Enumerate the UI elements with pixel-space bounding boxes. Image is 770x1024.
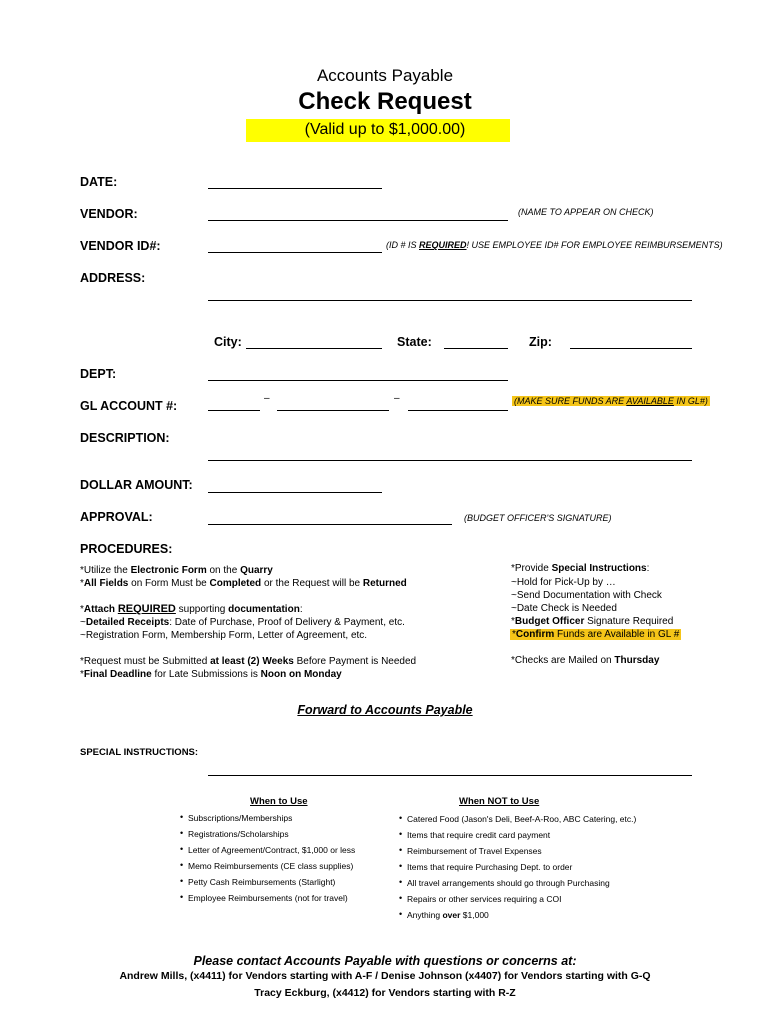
list-item: • Petty Cash Reimbursements (Starlight)	[188, 877, 335, 887]
header-subtitle: Accounts Payable	[316, 66, 454, 85]
procedure-right-3: ~Send Documentation with Check	[511, 590, 662, 601]
list-item: • Items that require Purchasing Dept. to order	[407, 862, 572, 872]
list-item: • All travel arrangements should go through Purchasing	[407, 878, 610, 888]
special-instructions-label: SPECIAL INSTRUCTIONS:	[80, 747, 199, 758]
city-field[interactable]	[246, 348, 382, 349]
list-item: • Memo Reimbursements (CE class supplies)	[188, 861, 353, 871]
dept-label: DEPT:	[80, 367, 117, 381]
approval-field[interactable]	[208, 524, 452, 525]
limit-text: (Valid up to $1,000.00)	[304, 121, 466, 138]
procedure-left-5: ~Registration Form, Membership Form, Letter of Agreement, etc.	[80, 630, 368, 641]
vendor-id-field[interactable]	[208, 252, 382, 253]
procedures-title: PROCEDURES:	[80, 542, 173, 556]
dollar-amount-label: DOLLAR AMOUNT:	[80, 478, 193, 492]
procedure-left-6: *Request must be Submitted at least (2) Weeks Before Payment is Needed	[80, 656, 417, 667]
vendor-label: VENDOR:	[80, 207, 138, 221]
city-label: City:	[214, 335, 242, 349]
forward-heading: Forward to Accounts Payable	[297, 703, 473, 717]
list-item: • Repairs or other services requiring a COI	[407, 894, 561, 904]
procedure-right-2: ~Hold for Pick-Up by …	[511, 577, 616, 588]
procedure-right-1: *Provide Special Instructions:	[511, 563, 650, 574]
vendor-id-label: VENDOR ID#:	[80, 239, 161, 253]
gl-account-field-2[interactable]	[277, 410, 389, 411]
gl-account-label: GL ACCOUNT #:	[80, 399, 178, 413]
procedure-right-4: ~Date Check is Needed	[511, 603, 617, 614]
address-label: ADDRESS:	[80, 271, 146, 285]
gl-account-field-1[interactable]	[208, 410, 260, 411]
zip-label: Zip:	[529, 335, 552, 349]
date-label: DATE:	[80, 175, 118, 189]
contact-heading: Please contact Accounts Payable with questions or concerns at:	[193, 954, 577, 968]
when-to-use-heading: When to Use	[250, 796, 308, 807]
approval-note: (BUDGET OFFICER'S SIGNATURE)	[464, 513, 612, 523]
procedure-left-7: *Final Deadline for Late Submissions is Noon on Monday	[80, 669, 342, 680]
page-title: Check Request	[298, 88, 472, 115]
list-item: • Items that require credit card payment	[407, 830, 550, 840]
procedure-left-2: *All Fields on Form Must be Completed or the Request will be Returned	[80, 578, 407, 589]
procedure-right-5: *Budget Officer Signature Required	[511, 616, 674, 627]
procedure-left-4: ~Detailed Receipts: Date of Purchase, Proof of Delivery & Payment, etc.	[80, 617, 405, 628]
state-field[interactable]	[444, 348, 508, 349]
gl-note: (MAKE SURE FUNDS ARE AVAILABLE IN GL#)	[514, 396, 708, 406]
list-item: • Letter of Agreement/Contract, $1,000 or less	[188, 845, 355, 855]
procedure-right-6: *Confirm Funds are Available in GL #	[512, 629, 680, 640]
state-label: State:	[397, 335, 432, 349]
contact-line-2: Tracy Eckburg, (x4412) for Vendors starting with R-Z	[254, 987, 516, 999]
zip-field[interactable]	[570, 348, 692, 349]
vendor-id-note: (ID # IS REQUIRED! USE EMPLOYEE ID# FOR EMPLOYEE REIMBURSEMENTS)	[386, 240, 723, 250]
when-not-to-use-heading: When NOT to Use	[459, 796, 540, 807]
list-item: • Reimbursement of Travel Expenses	[407, 846, 542, 856]
dollar-amount-field[interactable]	[208, 492, 382, 493]
vendor-note: (NAME TO APPEAR ON CHECK)	[518, 207, 654, 217]
procedure-left-1: *Utilize the Electronic Form on the Quarry	[80, 565, 273, 576]
list-item: • Registrations/Scholarships	[188, 829, 289, 839]
special-instructions-field[interactable]	[208, 775, 692, 776]
description-field[interactable]	[208, 460, 692, 461]
list-item: • Anything over $1,000	[407, 910, 489, 920]
gl-account-field-3[interactable]	[408, 410, 508, 411]
vendor-field[interactable]	[208, 220, 508, 221]
procedure-left-3: *Attach REQUIRED supporting documentation:	[80, 603, 303, 615]
address-field[interactable]	[208, 300, 692, 301]
gl-dash-2: –	[394, 393, 400, 404]
list-item: • Subscriptions/Memberships	[188, 813, 292, 823]
list-item: • Employee Reimbursements (not for travel)	[188, 893, 348, 903]
procedure-right-7: *Checks are Mailed on Thursday	[511, 655, 660, 666]
gl-dash-1: –	[264, 393, 270, 404]
dept-field[interactable]	[208, 380, 508, 381]
contact-line-1: Andrew Mills, (x4411) for Vendors starting with A-F / Denise Johnson (x4407) for Vendors starting with G-Q	[119, 970, 651, 982]
approval-label: APPROVAL:	[80, 510, 153, 524]
list-item: • Catered Food (Jason's Deli, Beef-A-Roo, ABC Catering, etc.)	[407, 814, 636, 824]
description-label: DESCRIPTION:	[80, 431, 170, 445]
date-field[interactable]	[208, 188, 382, 189]
